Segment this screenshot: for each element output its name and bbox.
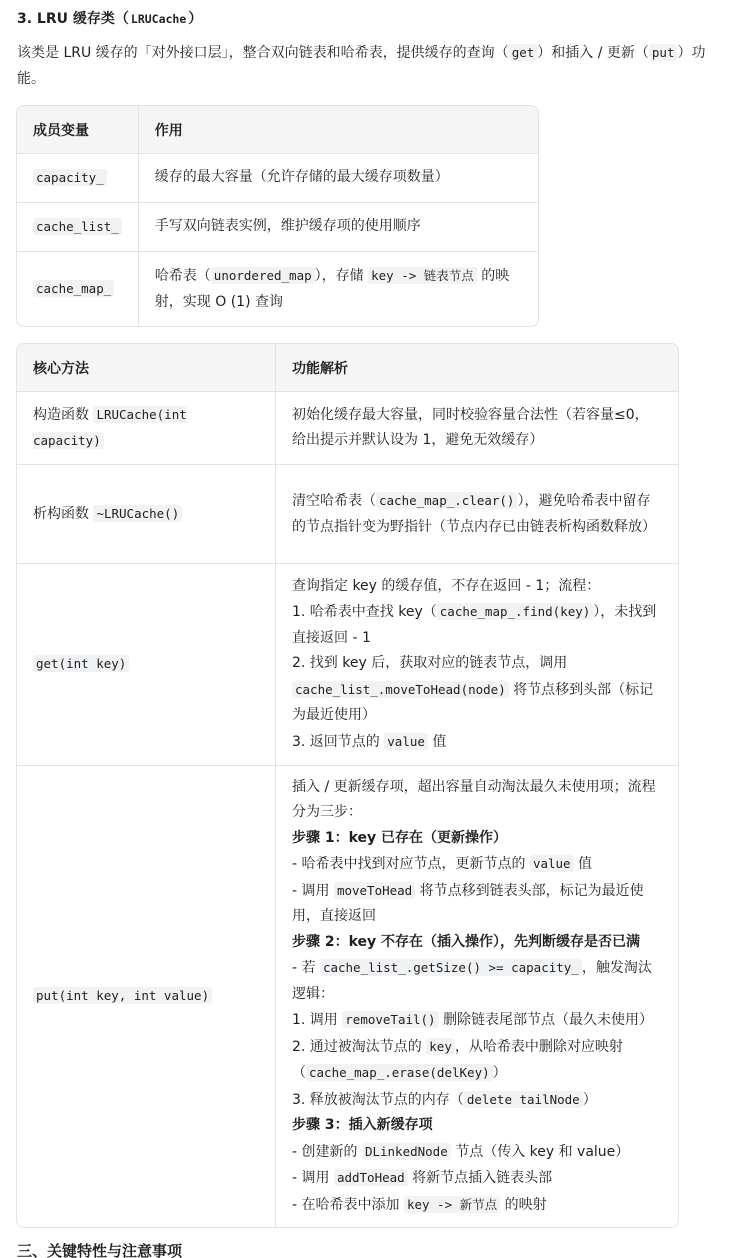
cell-text: 将新节点插入链表头部	[407, 1170, 553, 1187]
cell-code: key	[426, 1038, 455, 1055]
table-row	[17, 465, 678, 564]
cell-code: value	[530, 855, 574, 872]
method-label: 析构函数	[33, 505, 94, 522]
table-row	[17, 392, 678, 465]
intro-code-put: put	[649, 44, 678, 61]
table-row	[17, 252, 538, 326]
method-name-cell	[17, 766, 275, 1227]
section-intro	[17, 40, 732, 92]
desc-line	[292, 955, 662, 1007]
desc-line	[292, 1087, 662, 1114]
table-row	[17, 564, 678, 766]
intro-text: ）功能。	[17, 45, 706, 87]
table-row	[17, 766, 678, 1227]
cell-text: ），存储	[314, 268, 369, 284]
desc-line: 插入 / 更新缓存项，超出容量自动淘汰最久未使用项；流程分为三步：	[292, 778, 656, 821]
member-name: cache_map_	[33, 280, 114, 297]
cell-code: addToHead	[334, 1169, 408, 1186]
member-name-cell	[17, 154, 138, 203]
member-name-cell	[17, 203, 138, 252]
cell-text: 3. 释放被淘汰节点的内存（	[292, 1091, 464, 1108]
cell-text: 2. 找到 key 后，获取对应的链表节点，调用	[292, 655, 568, 672]
cell-text: 值	[573, 856, 593, 873]
intro-text: 该类是 LRU 缓存的「对外接口层」，整合双向链表和哈希表，提供缓存的查询（	[17, 45, 509, 61]
cell-text: ，从哈希表中删除对应映射（	[292, 1038, 623, 1082]
cell-code: unordered_map	[211, 267, 315, 284]
table-row	[17, 203, 538, 252]
methods-table	[16, 343, 679, 1228]
cell-text: - 调用	[292, 882, 334, 899]
member-name-cell	[17, 252, 138, 326]
cell-text: - 调用	[292, 1170, 334, 1187]
intro-text: ）和插入 / 更新（	[537, 45, 649, 61]
cell-text: ），避免哈希表中留存的节点指针变为野指针（节点内存已由链表析构函数释放）	[292, 493, 656, 535]
cell-text: 2. 通过被淘汰节点的	[292, 1038, 427, 1055]
cell-text: 的映射，实现 O (1) 查询	[154, 268, 510, 310]
members-table	[16, 105, 539, 327]
method-desc-cell	[275, 564, 678, 766]
cell-text: 3. 返回节点的	[292, 733, 385, 750]
cell-code: cache_map_.erase(delKey)	[306, 1064, 493, 1081]
desc-line	[292, 729, 662, 756]
member-name: cache_list_	[33, 218, 122, 235]
cell-code: value	[384, 733, 428, 750]
method-desc-cell	[275, 766, 678, 1227]
desc-line	[292, 1139, 662, 1166]
desc-line	[292, 599, 662, 651]
heading-code: LRUCache	[130, 12, 187, 26]
cell-code: delete tailNode	[464, 1091, 583, 1108]
member-desc-cell: 手写双向链表实例，维护缓存项的使用顺序	[138, 203, 538, 252]
desc-line	[292, 1034, 662, 1087]
cell-text: 值	[427, 733, 447, 750]
cell-text: 将节点移到头部（标记为最近使用）	[292, 681, 654, 724]
cell-text: ），未找到直接返回 - 1	[292, 604, 657, 646]
table-header-row	[17, 344, 678, 392]
step-heading: 步骤 3：插入新缓存项	[292, 1117, 433, 1134]
desc-line: 查询指定 key 的缓存值，不存在返回 - 1；流程：	[292, 577, 601, 594]
method-signature: get(int key)	[33, 655, 129, 672]
cell-text: 的映射	[500, 1196, 547, 1213]
method-name-cell	[17, 465, 275, 564]
desc-line	[292, 1165, 662, 1192]
cell-code: cache_map_.clear()	[376, 492, 517, 509]
desc-line	[292, 1192, 662, 1219]
column-header: 作用	[138, 106, 538, 154]
column-header: 成员变量	[17, 106, 138, 154]
cell-text: - 若	[292, 960, 320, 977]
desc-line	[292, 1007, 662, 1034]
cell-code: removeTail()	[342, 1011, 438, 1028]
cell-text: - 创建新的	[292, 1143, 362, 1160]
step-heading: 步骤 1：key 已存在（更新操作）	[292, 829, 508, 846]
cell-text: 节点（传入 key 和 value）	[450, 1143, 630, 1160]
method-desc-cell	[275, 465, 678, 564]
heading-text-end: ）	[188, 11, 203, 27]
method-signature: ~LRUCache()	[93, 505, 182, 522]
column-header: 核心方法	[17, 344, 275, 392]
desc-line	[292, 878, 662, 930]
intro-code-get: get	[509, 44, 538, 61]
desc-line	[292, 851, 662, 878]
cell-text: 哈希表（	[154, 268, 211, 284]
cell-text: 1. 哈希表中查找 key（	[292, 604, 437, 621]
cell-code: cache_list_.moveToHead(node)	[292, 681, 509, 698]
cell-code: DLinkedNode	[362, 1143, 451, 1160]
column-header: 功能解析	[275, 344, 678, 392]
cell-code: moveToHead	[334, 882, 415, 899]
method-signature: put(int key, int value)	[33, 987, 212, 1004]
cell-text: ）	[582, 1091, 597, 1108]
cell-text: - 在哈希表中添加	[292, 1196, 404, 1213]
cell-code: key -> 链表节点	[368, 267, 477, 284]
cell-text: 清空哈希表（	[292, 493, 376, 509]
cell-code: cache_map_.find(key)	[437, 603, 594, 620]
section-heading	[17, 8, 202, 28]
next-section-heading: 三、关键特性与注意事项	[17, 1242, 183, 1258]
method-desc-cell: 初始化缓存最大容量，同时校验容量合法性（若容量≤0，给出提示并默认设为 1，避免无效缓存）	[275, 392, 678, 465]
method-name-cell	[17, 564, 275, 766]
desc-line	[292, 651, 662, 729]
cell-text: 1. 调用	[292, 1012, 343, 1029]
step-heading: 步骤 2：key 不存在（插入操作），先判断缓存是否已满	[292, 933, 641, 950]
cell-text: 将节点移到链表头部，标记为最近使用，直接返回	[292, 882, 644, 925]
member-desc-cell	[138, 252, 538, 326]
method-signature: LRUCache(int capacity)	[33, 406, 187, 448]
method-name-cell	[17, 392, 275, 465]
member-desc-cell: 缓存的最大容量（允许存储的最大缓存项数量）	[138, 154, 538, 203]
table-header-row	[17, 106, 538, 154]
table-row	[17, 154, 538, 203]
heading-text: 3. LRU 缓存类（	[17, 11, 129, 27]
method-label: 构造函数	[33, 406, 94, 423]
member-name: capacity_	[33, 169, 107, 186]
cell-text: ，触发淘汰逻辑：	[292, 960, 652, 1002]
cell-text: ）	[492, 1065, 507, 1082]
cell-text: - 哈希表中找到对应节点，更新节点的	[292, 856, 530, 873]
cell-code: key -> 新节点	[404, 1196, 500, 1213]
cell-text: 删除链表尾部节点（最久未使用）	[438, 1012, 654, 1029]
cell-code: cache_list_.getSize() >= capacity_	[320, 959, 582, 976]
